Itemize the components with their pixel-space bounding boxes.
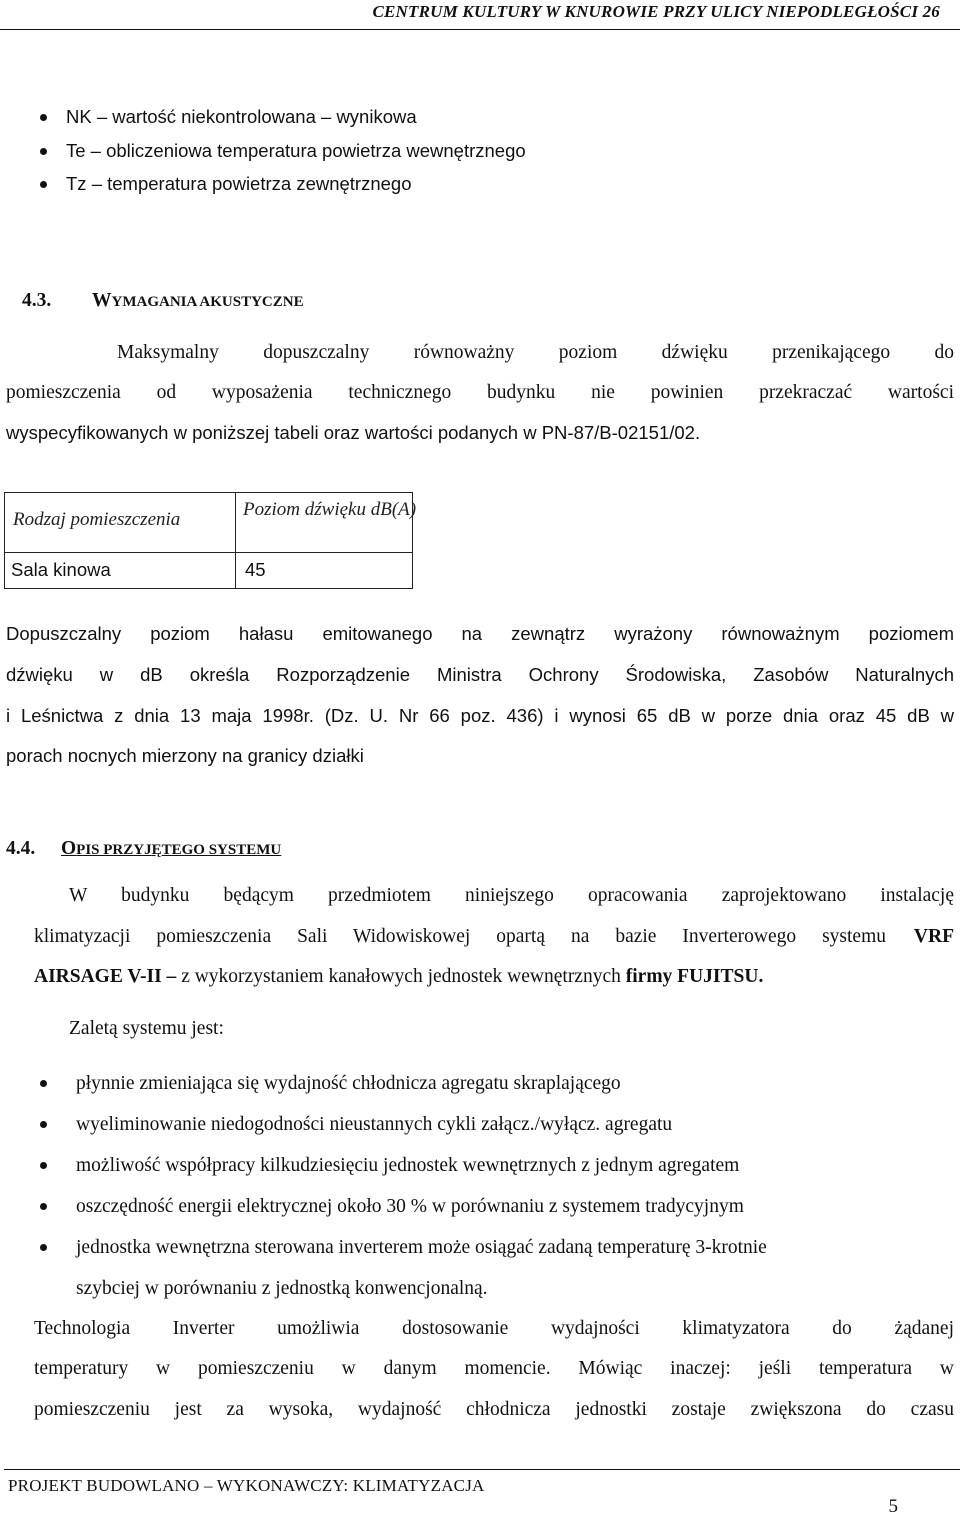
paragraph-line: wyspecyfikowanych w poniższej tabeli oraz wartości podanych w PN-87/B-02151/02. (6, 422, 701, 443)
noise-level-table (4, 492, 417, 589)
list-item: płynnie zmieniająca się wydajność chłodnicza agregatu skraplającego (76, 1072, 767, 1113)
page-number: 5 (888, 1496, 898, 1517)
paragraph-line: pomieszczenia od wyposażenia technicznego budynku nie powinien przekraczać wartości (6, 382, 954, 403)
system-model-bold: AIRSAGE V-II – (34, 966, 177, 987)
table-cell-room: Sala kinowa (11, 559, 111, 580)
bullet-icon (40, 114, 47, 121)
bullet-icon (40, 1244, 47, 1251)
table-header-room-type: Rodzaj pomieszczenia (13, 509, 181, 530)
section-title: OPIS PRZYJĘTEGO SYSTEMU (61, 838, 282, 859)
section-4-4-heading (6, 838, 281, 860)
bullet-icon (40, 1080, 47, 1087)
list-item: jednostka wewnętrzna sterowana inverterem może osiągać zadaną temperaturę 3-krotnie (76, 1236, 767, 1277)
table-cell-level: 45 (245, 559, 266, 580)
paragraph-line: pomieszczeniu jest za wysoka, wydajność chłodnicza jednostki zostaje zwiększona do czasu (34, 1399, 954, 1420)
bullet-icon (40, 181, 47, 188)
running-footer: PROJEKT BUDOWLANO – WYKONAWCZY: KLIMATYZACJA (8, 1476, 485, 1495)
bullet-icon (40, 1203, 47, 1210)
header-divider (0, 29, 960, 30)
paragraph-line: Dopuszczalny poziom hałasu emitowanego na zewnątrz wyrażony równoważnym poziomem (6, 623, 954, 644)
paragraph-line: klimatyzacji pomieszczenia Sali Widowiskowej opartą na bazie Inverterowego systemu VRF (34, 926, 954, 947)
bullet-icon (40, 148, 47, 155)
system-name-bold: VRF (913, 926, 954, 947)
table-row-divider (5, 552, 412, 553)
paragraph-line: porach nocnych mierzony na granicy działki (6, 745, 364, 766)
paragraph-line: dźwięku w dB określa Rozporządzenie Ministra Ochrony Środowiska, Zasobów Naturalnych (6, 664, 954, 685)
section-4-3-heading: 4.3. WYMAGANIA AKUSTYCZNE (4, 290, 304, 312)
manufacturer-bold: firmy FUJITSU. (625, 966, 764, 987)
paragraph-line: Maksymalny dopuszczalny równoważny poziom dźwięku przenikającego do (117, 342, 954, 363)
list-item-continuation: szybciej w porównaniu z jednostką konwencjonalną. (76, 1278, 488, 1299)
list-item: Tz – temperatura powietrza zewnętrznego (66, 171, 526, 205)
list-item: NK – wartość niekontrolowana – wynikowa (66, 104, 526, 138)
paragraph-line: temperatury w pomieszczeniu w danym momencie. Mówiąc inaczej: jeśli temperatura w (34, 1358, 954, 1379)
section-number: 4.4. (6, 838, 36, 859)
table-column-divider (235, 493, 236, 588)
list-item: Te – obliczeniowa temperatura powietrza wewnętrznego (66, 138, 526, 172)
section-number: 4.3. (22, 290, 52, 311)
footer-divider (4, 1469, 960, 1470)
list-item: oszczędność energii elektrycznej około 30 % w porównaniu z systemem tradycyjnym (76, 1195, 767, 1236)
paragraph-line: Technologia Inverter umożliwia dostosowanie wydajności klimatyzatora do żądanej (34, 1318, 954, 1339)
paragraph-line: W budynku będącym przedmiotem niniejszego opracowania zaprojektowano instalację (69, 885, 954, 906)
paragraph-line: i Leśnictwa z dnia 13 maja 1998r. (Dz. U. Nr 66 poz. 436) i wynosi 65 dB w porze dnia oraz 45 dB w (6, 705, 954, 726)
list-item: wyeliminowanie niedogodności nieustannych cykli załącz./wyłącz. agregatu (76, 1113, 767, 1154)
advantages-list (76, 1072, 767, 1318)
advantages-label: Zaletą systemu jest: (69, 1018, 224, 1039)
list-item: możliwość współpracy kilkudziesięciu jednostek wewnętrznych z jednym agregatem (76, 1154, 767, 1195)
bullet-icon (40, 1162, 47, 1169)
running-header: CENTRUM KULTURY W KNUROWIE PRZY ULICY NIEPODLEGŁOŚCI 26 (372, 2, 940, 21)
paragraph-line: AIRSAGE V-II – z wykorzystaniem kanałowych jednostek wewnętrznych firmy FUJITSU. (34, 966, 764, 987)
legend-list (66, 104, 526, 205)
bullet-icon (40, 1121, 47, 1128)
table-header-sound-level: Poziom dźwięku dB(A) (243, 499, 417, 520)
